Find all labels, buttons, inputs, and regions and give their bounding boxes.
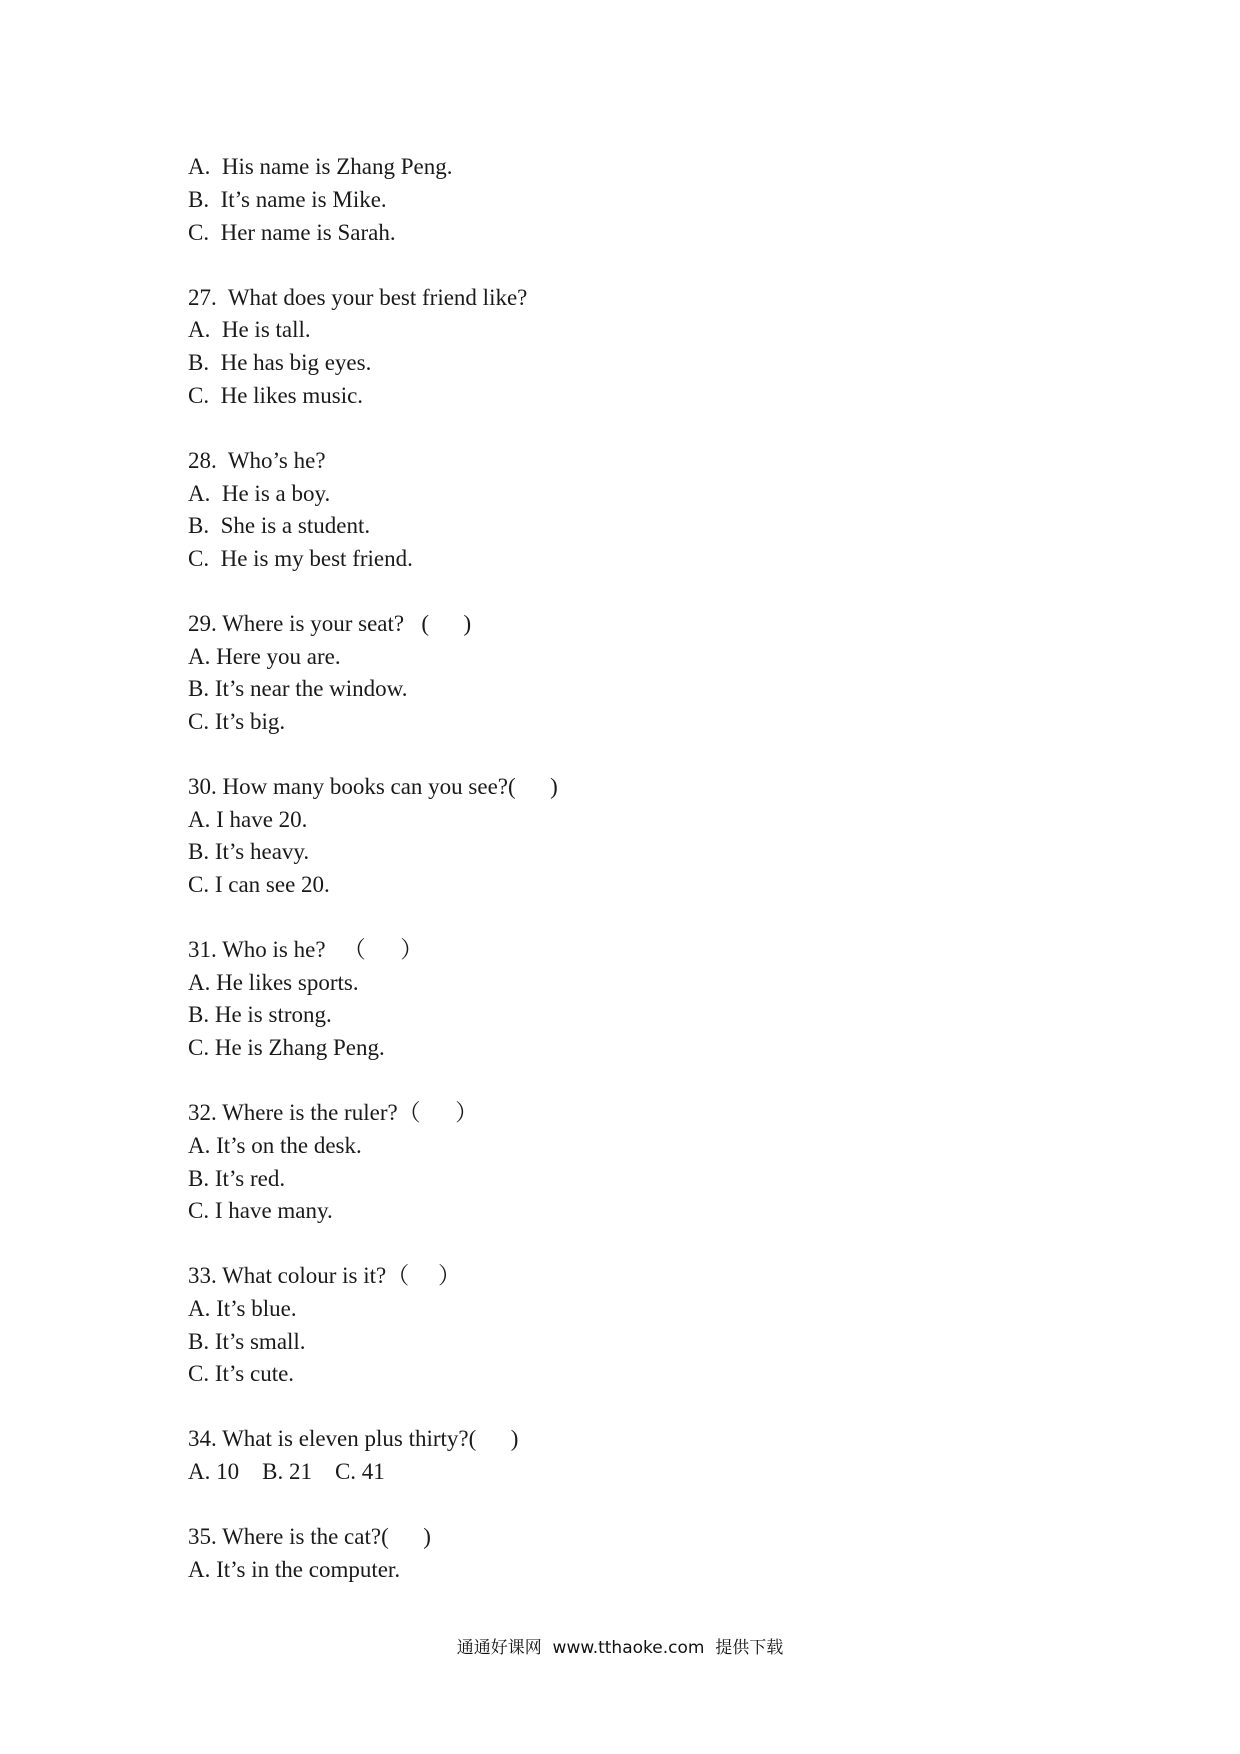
option-33-c: C. It’s cute. bbox=[188, 1361, 295, 1386]
question-31: 31. Who is he? （ ） bbox=[188, 937, 424, 962]
footer-source-note: 通通好课网 www.tthaoke.com 提供下载 bbox=[456, 1638, 784, 1658]
option-28-a: A. He is a boy. bbox=[188, 481, 331, 506]
option-26-c: C. Her name is Sarah. bbox=[188, 220, 396, 245]
option-34-abc: A. 10 B. 21 C. 41 bbox=[188, 1459, 385, 1484]
question-30: 30. How many books can you see?( ) bbox=[188, 774, 558, 799]
question-34: 34. What is eleven plus thirty?( ) bbox=[188, 1426, 519, 1451]
question-33: 33. What colour is it?（ ） bbox=[188, 1263, 461, 1288]
option-30-c: C. I can see 20. bbox=[188, 872, 330, 897]
option-26-b: B. It’s name is Mike. bbox=[188, 187, 387, 212]
option-26-a: A. His name is Zhang Peng. bbox=[188, 154, 453, 179]
option-29-a: A. Here you are. bbox=[188, 644, 341, 669]
question-29: 29. Where is your seat? ( ) bbox=[188, 611, 472, 636]
option-33-a: A. It’s blue. bbox=[188, 1296, 297, 1321]
question-32: 32. Where is the ruler?（ ） bbox=[188, 1100, 479, 1125]
option-29-c: C. It’s big. bbox=[188, 709, 286, 734]
option-31-a: A. He likes sports. bbox=[188, 970, 359, 995]
option-31-c: C. He is Zhang Peng. bbox=[188, 1035, 385, 1060]
question-28: 28. Who’s he? bbox=[188, 448, 326, 473]
option-30-b: B. It’s heavy. bbox=[188, 839, 310, 864]
option-31-b: B. He is strong. bbox=[188, 1002, 332, 1027]
option-35-a: A. It’s in the computer. bbox=[188, 1557, 401, 1582]
option-30-a: A. I have 20. bbox=[188, 807, 308, 832]
option-28-c: C. He is my best friend. bbox=[188, 546, 413, 571]
option-33-b: B. It’s small. bbox=[188, 1329, 306, 1354]
question-35: 35. Where is the cat?( ) bbox=[188, 1524, 431, 1549]
question-27: 27. What does your best friend like? bbox=[188, 285, 528, 310]
option-27-b: B. He has big eyes. bbox=[188, 350, 372, 375]
option-32-b: B. It’s red. bbox=[188, 1166, 286, 1191]
option-27-c: C. He likes music. bbox=[188, 383, 364, 408]
option-28-b: B. She is a student. bbox=[188, 513, 371, 538]
option-29-b: B. It’s near the window. bbox=[188, 676, 408, 701]
option-32-a: A. It’s on the desk. bbox=[188, 1133, 362, 1158]
option-32-c: C. I have many. bbox=[188, 1198, 333, 1223]
option-27-a: A. He is tall. bbox=[188, 317, 311, 342]
